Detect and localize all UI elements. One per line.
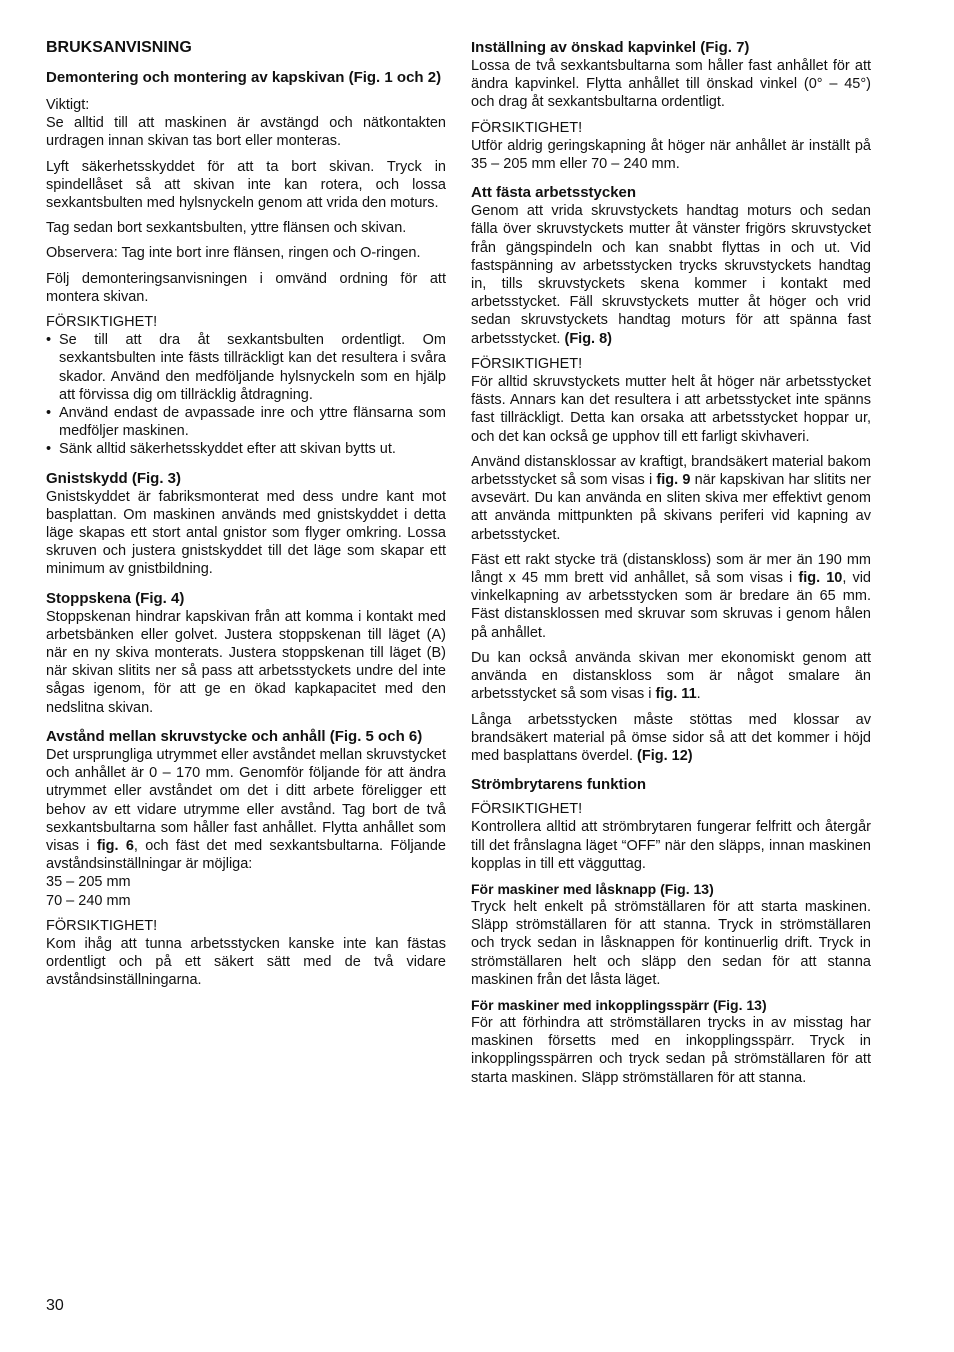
section-heading: Stoppskena (Fig. 4) [46,589,185,607]
section-heading: Gnistskydd (Fig. 3) [46,469,182,487]
subsection-heading: För maskiner med låsknapp (Fig. 13) [471,880,714,897]
section-heading: Avstånd mellan skruvstycke och anhåll (Fig. 5 och 6) [46,727,423,745]
paragraph: Tryck helt enkelt på strömställaren för att starta maskinen. Släpp strömställaren för att stanna. Tryck in strömställaren och tryck sedan in låsknappen för kontinuerlig drift. Tryck in strömställaren helt och släpp den sedan för att stanna maskinen från det låsta läget. [471,898,871,988]
important-text: Se alltid till att maskinen är avstängd och nätkontakten urdragen innan skivan tas bort eller monteras. [46,115,446,150]
important-label: Viktigt: [46,97,90,113]
caution-label: FÖRSIKTIGHET! [471,119,583,136]
section-stop-rail [46,589,446,717]
section-vise-distance [46,727,446,990]
caution-label: FÖRSIKTIGHET! [46,917,158,934]
paragraph: Stoppskenan hindrar kapskivan från att komma i kontakt med arbetsbänken eller golvet. Justera stoppskenan till läget (A) när en ny skiva monterats. Justera stoppskenan till läget (B) när skivan slitits ner så pass att arbetsstyckets undre del inte sågas igenom, för att ge en ökad kapkapacitet med den nedslitna skivan. [46,608,446,716]
section-heading: Strömbrytarens funktion [471,776,647,794]
fig-reference: fig. 10 [798,570,843,587]
caution-text: Kom ihåg att tunna arbetsstycken kanske inte kan fästas ordentligt och på ett säkert sätt med de två vidare avståndsinställningarna. [46,935,446,989]
paragraph: Följ demonteringsanvisningen i omvänd ordning för att montera skivan. [46,270,446,305]
fig-reference: (Fig. 8) [564,330,613,347]
paragraph: Genom att vrida skruvstyckets handtag moturs och sedan fälla över skruvstyckets mutter åt vänster frigörs skruvstycket från gängspindeln och kan snabbt flyttas in och ut. Vid fastspänning av arbetsstycken trycks skruvstyckets handtag in, tills skruvstyckets skena kommer i kontakt med arbetsstycket. Fäll skruvstyckets mutter åt höger och vrid sedan skruvstyckets handtag moturs för att spänna fast arbetsstycket. (Fig. 8) [471,203,871,347]
range-list [46,873,446,909]
paragraph: Tag sedan bort sexkantsbulten, yttre flänsen och skivan. [46,220,407,237]
subsection-heading: För maskiner med inkopplingsspärr (Fig. 13) [471,996,767,1013]
page-number: 30 [46,1297,64,1314]
section-blade-removal [46,68,446,459]
section-heading: Att fästa arbetsstycken [471,184,637,202]
left-column [46,38,446,1000]
right-column [471,38,871,1097]
page-title: BRUKSANVISNING [46,39,192,56]
caution-bullet: • Använd endast de avpassade inre och yttre flänsarna som medföljer maskinen. [46,404,446,440]
paragraph: Långa arbetsstycken måste stöttas med klossar av brandsäkert material på ömse sidor så att det kommer i höjd med basplattans överdel. (Fig. 12) [471,711,871,764]
paragraph: För att förhindra att strömställaren trycks in av misstag har maskinen försetts med en inkopplingsspärr. Tryck in inkopplingsspärren och tryck sedan på strömställaren för att starta maskinen. Släpp strömställaren för att stanna. [471,1014,871,1086]
caution-label: FÖRSIKTIGHET! [471,355,583,372]
fig-reference: fig. 6 [96,837,134,854]
fig-reference: (Fig. 12) [637,747,693,764]
paragraph: Lyft säkerhetsskyddet för att ta bort skivan. Tryck in spindellåset så att skivan inte kan rotera, och lossa sexkantsbulten med hylsnyckeln genom att vrida den moturs. [46,158,446,212]
section-cutting-angle [471,38,871,173]
caution-bullet: • Se till att dra åt sexkantsbulten ordentligt. Om sexkantsbulten inte fästs tillräckligt kan det resultera i svåra skador. Använd den medföljande hylsnyckeln som en hjälp att förvissa dig om tillräcklig åtdragning. [46,331,446,404]
paragraph: Observera: Tag inte bort inre flänsen, ringen och O-ringen. [46,245,421,262]
paragraph: Gnistskyddet är fabriksmonterat med dess undre kant mot basplattan. Om maskinen används med gnistskyddet i detta läge skapas ett stort antal gnistor som flyger omkring. Lossa skruven och justera gnistskyddet till det läge som skapar ett minimum av gnistbildning. [46,488,446,578]
fig-reference: fig. 9 [656,472,691,489]
caution-text: Utför aldrig geringskapning åt höger när anhållet är inställt på 35 – 205 mm eller 70 – 240 mm. [471,137,871,173]
paragraph: Fäst ett rakt stycke trä (distanskloss) som är mer än 190 mm långt x 45 mm brett vid anhållet, så som visas i fig. 10, vid vinkelkapning av arbetsstycken som är bredare än 65 mm. Fäst distansklossen med skruvar som skruvas i genom hålen på anhållet. [471,551,871,641]
section-switch-action [471,775,871,1087]
caution-text: För alltid skruvstyckets mutter helt åt höger när arbetsstycket fästs. Annars kan det resultera i att arbetsstycket inte spänns fast tillräckligt. Detta kan orsaka att arbetsstycket hoppar ur, och det kan också ge upphov till ett farligt skivhaveri. [471,374,871,445]
range-option: 35 – 205 mm [46,874,131,891]
caution-list [46,331,446,458]
caution-text: Kontrollera alltid att strömbrytaren fungerar felfritt och återgår till det frånslagna läget “OFF” när den släpps, innan maskinen kopplas in till ett vägguttag. [471,819,871,872]
paragraph: Du kan också använda skivan mer ekonomiskt genom att använda en distanskloss som är något smalare än arbetsstycket så som visas i fig. 11. [471,649,871,703]
paragraph: Det ursprungliga utrymmet eller avståndet mellan skruvstycket och anhållet är 0 – 170 mm. Genomför följande för att ändra utrymmet eller avståndet om det i ditt arbete föreligger ett behov av ett vidare utrymme eller avstånd. Tag bort de två sexkantsbultarna som håller fast anhållet. Flytta anhållet som visas i fig. 6, och fäst det med sexkantsbultarna. Följande avståndsinställningar är möjliga: [46,746,446,873]
section-securing-workpieces [471,183,871,765]
fig-reference: fig. 11 [655,686,697,703]
section-heading: Inställning av önskad kapvinkel (Fig. 7) [471,39,750,56]
paragraph: Använd distansklossar av kraftigt, brandsäkert material bakom arbetsstycket så som visas i fig. 9 när kapskivan har slitits ner avsevärt. Du kan använda en sliten skiva mer effektivt genom att använda mittpunkten på skivans periferi vid kapning av arbetsstycket. [471,453,872,543]
paragraph: Lossa de två sexkantsbultarna som håller fast anhållet för att ändra kapvinkel. Flytta anhållet till önskad vinkel (0° – 45°) och drag åt sexkantsbultarna ordentligt. [471,58,871,111]
caution-label: FÖRSIKTIGHET! [471,801,583,818]
section-spark-guard [46,469,446,579]
range-option: 70 – 240 mm [46,892,131,909]
caution-bullet: • Sänk alltid säkerhetsskyddet efter att skivan bytts ut. [46,440,446,458]
caution-label: FÖRSIKTIGHET! [46,314,158,331]
section-heading: Demontering och montering av kapskivan (Fig. 1 och 2) [46,69,442,86]
